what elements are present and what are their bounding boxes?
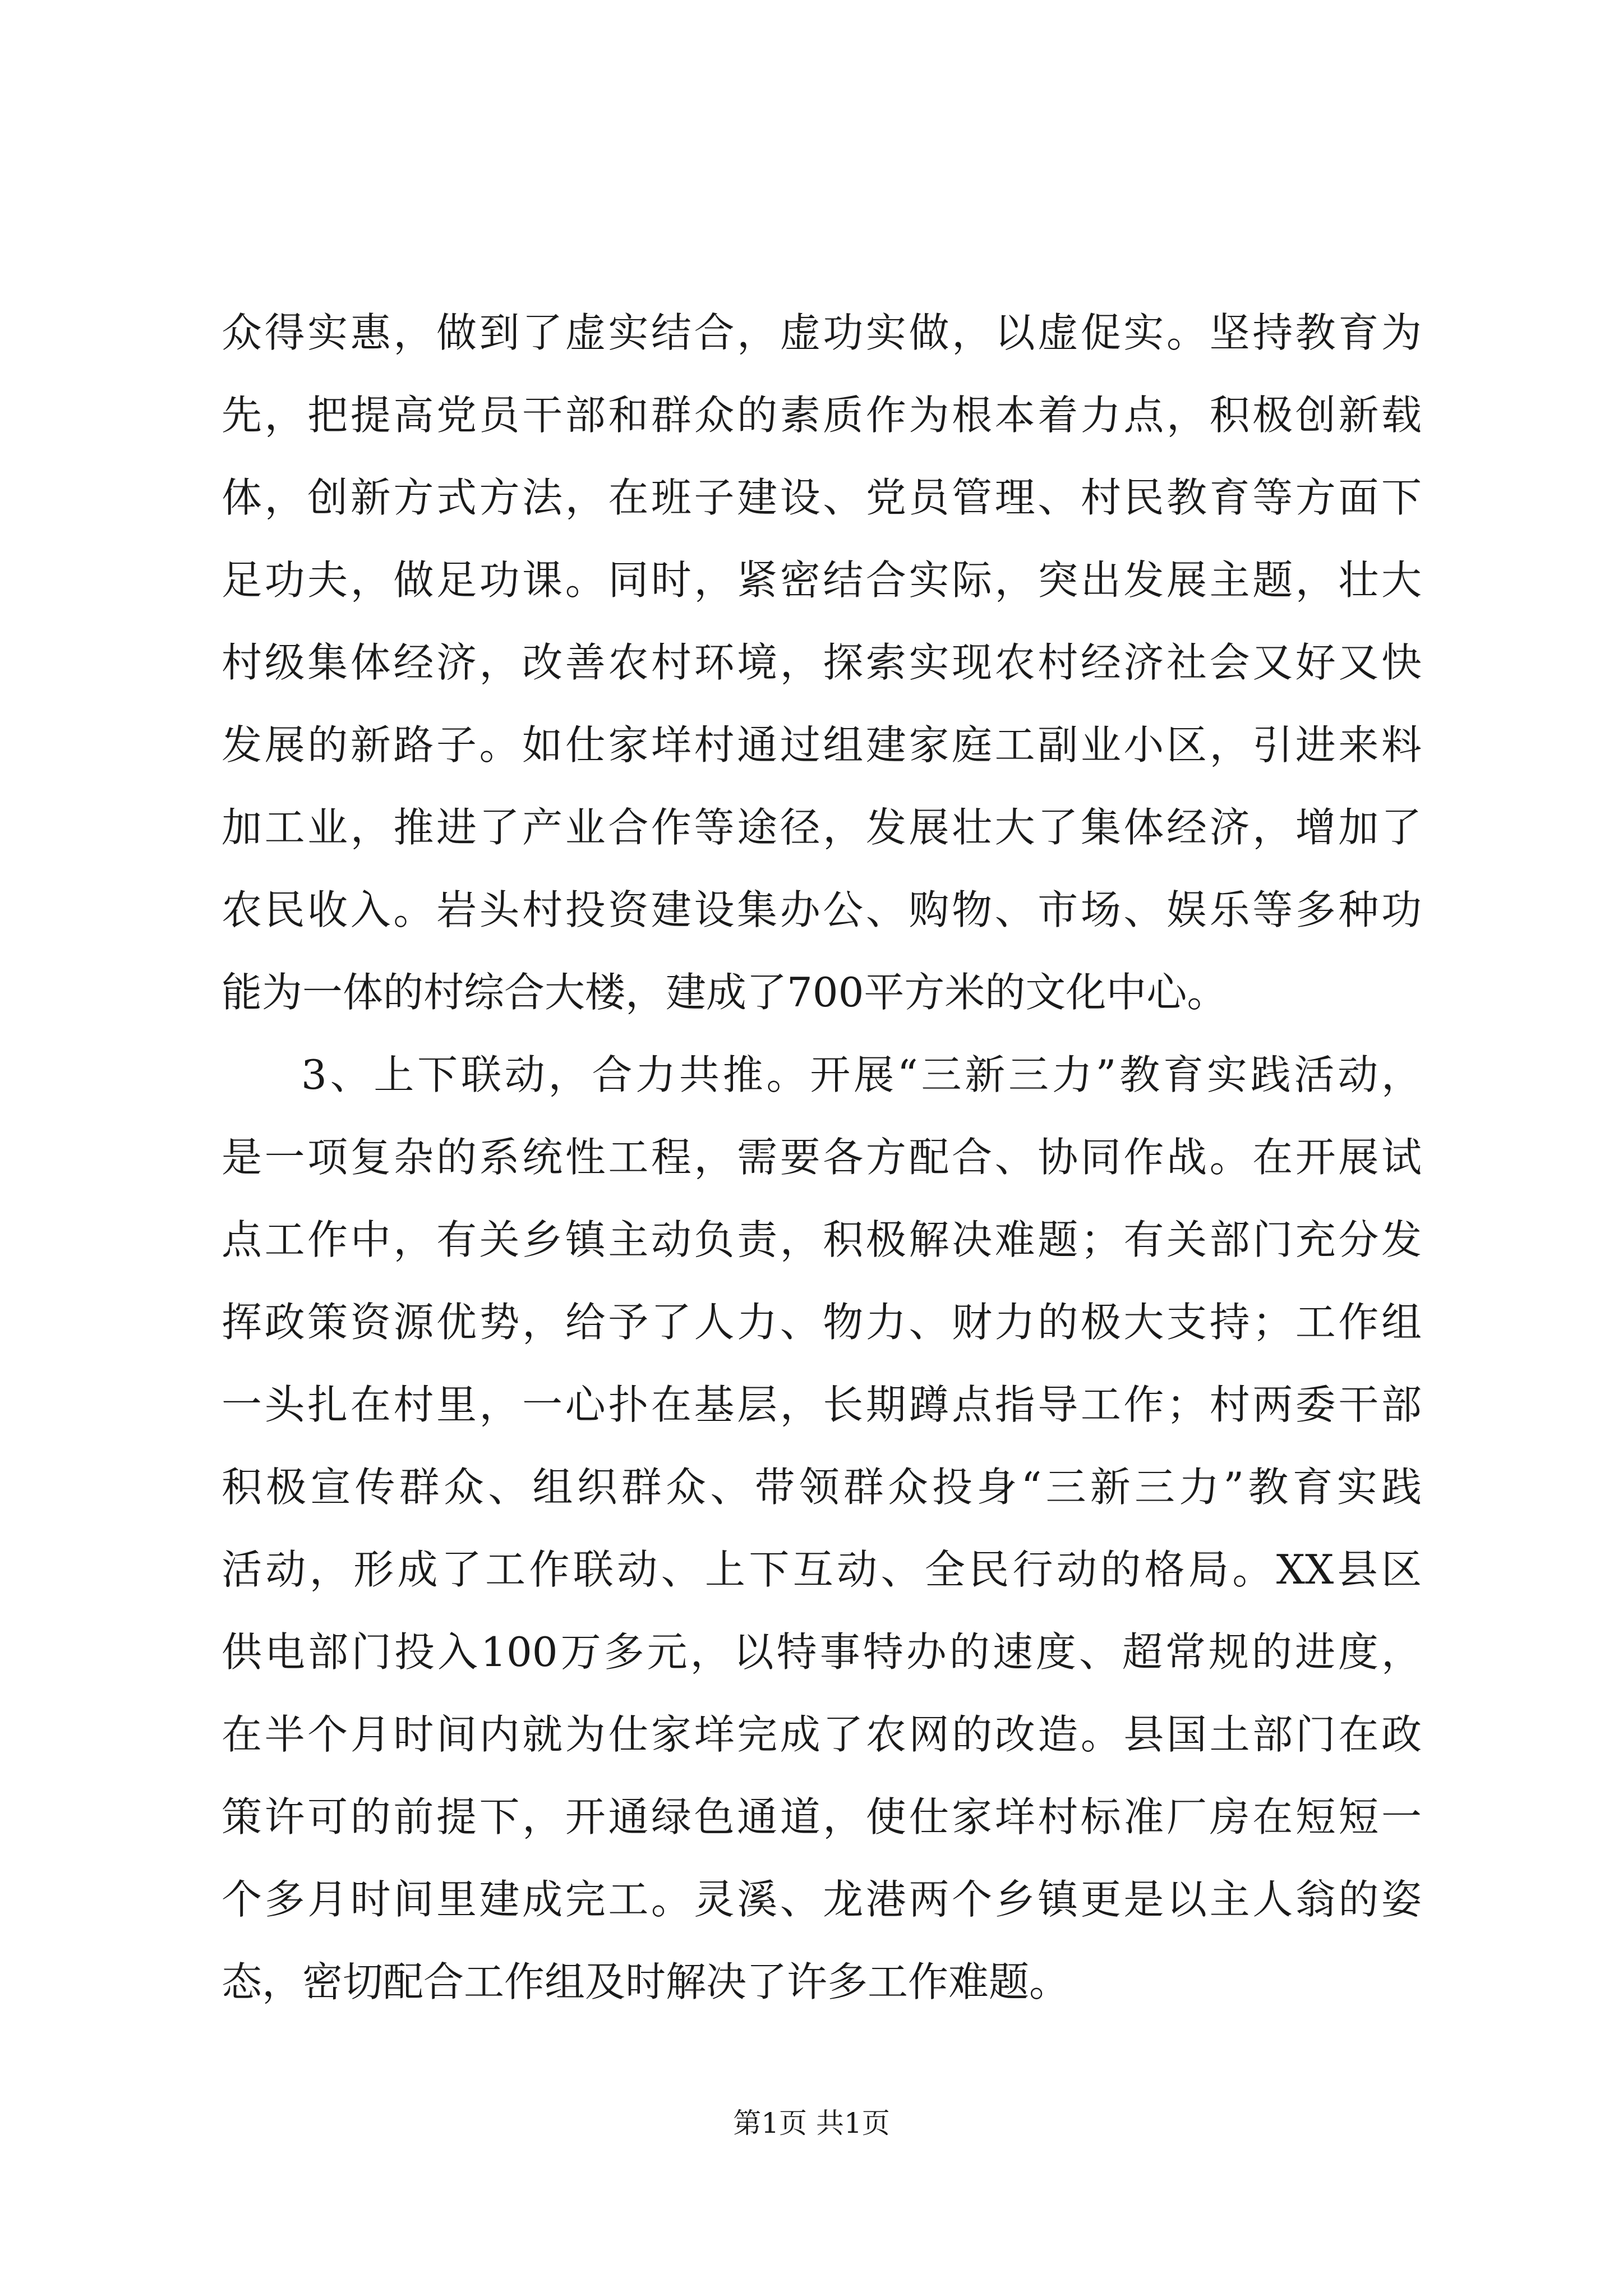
text-line: 足功夫，做足功课。同时，紧密结合实际，突出发展主题，壮大 — [222, 556, 1422, 604]
text-line: 农民收入。岩头村投资建设集办公、购物、市场、娱乐等多种功 — [222, 886, 1422, 933]
paragraph-1 — [222, 292, 1422, 1034]
text-line: 在半个月时间内就为仕家垟完成了农网的改造。县国土部门在政 — [222, 1711, 1422, 1758]
text-line: 挥政策资源优势，给予了人力、物力、财力的极大支持；工作组 — [222, 1299, 1422, 1346]
text-line: 加工业，推进了产业合作等途径，发展壮大了集体经济，增加了 — [222, 804, 1422, 851]
text-line: 3、上下联动，合力共推。开展“三新三力”教育实践活动， — [301, 1051, 1422, 1098]
text-line: 策许可的前提下，开通绿色通道，使仕家垟村标准厂房在短短一 — [222, 1793, 1422, 1841]
text-line: 能为一体的村综合大楼，建成了700平方米的文化中心。 — [222, 969, 1228, 1016]
text-line: 发展的新路子。如仕家垟村通过组建家庭工副业小区，引进来料 — [222, 721, 1422, 769]
page-footer — [0, 2101, 1623, 2146]
text-line: 先，把提高党员干部和群众的素质作为根本着力点，积极创新载 — [222, 392, 1422, 439]
text-line: 众得实惠，做到了虚实结合，虚功实做，以虚促实。坚持教育为 — [222, 309, 1422, 356]
text-line: 是一项复杂的系统性工程，需要各方配合、协同作战。在开展试 — [222, 1134, 1422, 1181]
text-line: 体，创新方式方法，在班子建设、党员管理、村民教育等方面下 — [222, 474, 1422, 521]
text-line: 村级集体经济，改善农村环境，探索实现农村经济社会又好又快 — [222, 639, 1422, 686]
page-number-label: 第1页 共1页 — [733, 2107, 890, 2139]
text-line: 点工作中，有关乡镇主动负责，积极解决难题；有关部门充分发 — [222, 1216, 1422, 1263]
text-line: 个多月时间里建成完工。灵溪、龙港两个乡镇更是以主人翁的姿 — [222, 1876, 1422, 1923]
text-line: 积极宣传群众、组织群众、带领群众投身“三新三力”教育实践 — [222, 1464, 1422, 1511]
text-line: 一头扎在村里，一心扑在基层，长期蹲点指导工作；村两委干部 — [222, 1381, 1422, 1428]
text-line: 供电部门投入100万多元，以特事特办的速度、超常规的进度， — [222, 1628, 1422, 1676]
text-line: 态，密切配合工作组及时解决了许多工作难题。 — [222, 1958, 1070, 2005]
paragraph-2 — [222, 1034, 1422, 2023]
document-body — [222, 292, 1422, 2023]
text-line: 活动，形成了工作联动、上下互动、全民行动的格局。XX县区 — [222, 1546, 1422, 1593]
